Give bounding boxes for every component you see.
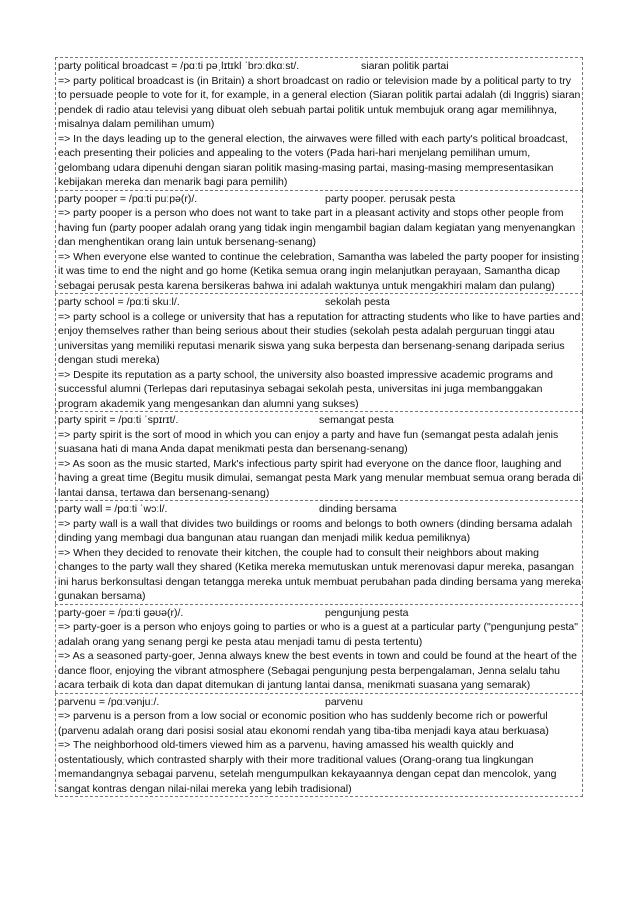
- entry-definition: => party spirit is the sort of mood in which you can enjoy a party and have fun (semangat pesta adalah jenis suasana hati di mana Anda dapat menikmati pesta dan bersenang-senang): [58, 428, 559, 455]
- entry-definition: => party pooper is a person who does not want to take part in a pleasant activity and stops other people from having fun (party pooper adalah orang yang tidak ingin mengambil bagian dalam kegiatan yang menyenangkan dan menghentikan orang lain untuk bersenang-senang): [58, 207, 576, 248]
- dictionary-entry: [55, 190, 583, 294]
- entry-definition: => party-goer is a person who enjoys going to parties or who is a guest at a particular party ("pengunjung pesta" adalah orang yang senang pergi ke pesta atau menjadi tamu di pesta tertentu): [58, 621, 578, 648]
- entry-translation: dinding bersama: [319, 503, 397, 515]
- entry-term: party wall = /pɑːti ˈwɔːl/.: [58, 503, 168, 515]
- entry-example: => When they decided to renovate their kitchen, the couple had to consult their neighbors about making changes to the party wall they shared (Ketika mereka memutuskan untuk merenovasi dapur mereka, pasangan ini harus berkonsultasi dengan tetangga mereka untuk membuat perubahan pada dinding bersama yang mereka gunakan bersama): [58, 546, 582, 602]
- entry-term: party spirit = /pɑːti ˈspɪrɪt/.: [58, 414, 179, 426]
- entry-example: => Despite its reputation as a party school, the university also boasted impressive academic programs and successful alumni (Terlepas dari reputasinya sebagai sekolah pesta, universitas ini juga membanggakan program akademik yang mengesankan dan alumni yang sukses): [58, 368, 553, 410]
- entry-header: [58, 695, 581, 710]
- entry-definition: => party wall is a wall that divides two buildings or rooms and belongs to both owners (dinding bersama adalah dinding yang membagi dua bangunan atau ruangan dan menjadi milik kedua pemiliknya): [58, 517, 573, 544]
- entry-translation: siaran politik partai: [361, 60, 449, 72]
- entry-example: => When everyone else wanted to continue the celebration, Samantha was labeled the party pooper for insisting it was time to end the night and go home (Ketika semua orang ingin melanjutkan perayaan, Samantha dicap sebagai perusak pesta karena bersikeras bahwa ini adalah waktunya untuk mengakhiri malam dan pulang): [58, 250, 580, 292]
- entry-term: party political broadcast = /pɑːti pəˌlɪtɪkl ˈbrɔːdkɑːst/.: [58, 60, 300, 72]
- entry-header: [58, 606, 581, 621]
- dictionary-entry: [55, 293, 583, 411]
- entry-term: party school = /pɑːti skuːl/.: [58, 296, 180, 308]
- entry-definition: => party political broadcast is (in Britain) a short broadcast on radio or television made by a political party to try to persuade people to vote for it, for example, in a general election (Siaran politik partai adalah (di Inggris) siaran pendek di radio atau televisi yang dibuat oleh sebuah partai politik untuk membujuk orang agar memilihnya, misalnya dalam pemilihan umum): [58, 74, 581, 130]
- entry-example: => As a seasoned party-goer, Jenna always knew the best events in town and could be found at the heart of the dance floor, enjoying the vibrant atmosphere (Sebagai pengunjung pesta berpengalaman, Jenna selalu tahu acara terbaik di kota dan dapat ditemukan di jantung lantai dansa, menikmati suasana yang semarak): [58, 650, 577, 691]
- entry-header: [58, 192, 581, 207]
- entry-translation: pengunjung pesta: [325, 606, 409, 619]
- entry-translation: parvenu: [325, 695, 363, 708]
- entry-translation: semangat pesta: [319, 414, 394, 426]
- entry-definition: => parvenu is a person from a low social or economic position who has suddenly become rich or powerful (parvenu adalah orang dari posisi sosial atau ekonomi rendah yang tiba-tiba menjadi kaya atau berkuasa): [58, 710, 549, 737]
- entry-header: [58, 295, 581, 310]
- entry-header: [58, 502, 581, 517]
- dictionary-entry: [55, 411, 583, 500]
- entry-term: party-goer = /pɑːti ɡəʊə(r)/.: [58, 606, 184, 619]
- dictionary-entry: [55, 57, 583, 190]
- entry-term: parvenu = /pɑːvənjuː/.: [58, 695, 160, 708]
- entry-example: => The neighborhood old-timers viewed him as a parvenu, having amassed his wealth quickly and ostentatiously, which contrasted sharply with their more traditional values (Orang-orang tua lingkungan memandangnya sebagai parvenu, setelah mengumpulkan kekayaannya dengan cepat dan mencolok, yang sangat kontras dengan nilai-nilai mereka yang lebih tradisional): [58, 739, 557, 795]
- entry-header: [58, 413, 581, 428]
- entry-definition: => party school is a college or university that has a reputation for attracting students who like to have parties and enjoy themselves rather than being serious about their studies (sekolah pesta adalah perguruan tinggi atau universitas yang memiliki reputasi menarik siswa yang suka berpesta dan bersenang-senang daripada serius dengan studi mereka): [58, 310, 581, 366]
- entry-example: => In the days leading up to the general election, the airwaves were filled with each party's political broadcast, each presenting their policies and appealing to the voters (Pada hari-hari menjelang pemilihan umum, gelombang udara dipenuhi dengan siaran politik masing-masing partai, masing-masing mempresentasikan kebijakan mereka dan menarik bagi para pemilih): [58, 132, 568, 188]
- dictionary-entry: [55, 604, 583, 693]
- entry-term: party pooper = /pɑːti puːpə(r)/.: [58, 192, 198, 205]
- dictionary-page: [55, 57, 583, 797]
- dictionary-entry: [55, 500, 583, 604]
- entry-translation: sekolah pesta: [325, 296, 390, 308]
- entry-translation: party pooper. perusak pesta: [325, 192, 456, 205]
- entry-example: => As soon as the music started, Mark's infectious party spirit had everyone on the dance floor, laughing and having a great time (Begitu musik dimulai, semangat pesta Mark yang menular membuat semua orang berada di lantai dansa, tertawa dan bersenang-senang): [58, 457, 581, 499]
- dictionary-entry: [55, 693, 583, 798]
- entry-header: [58, 59, 581, 74]
